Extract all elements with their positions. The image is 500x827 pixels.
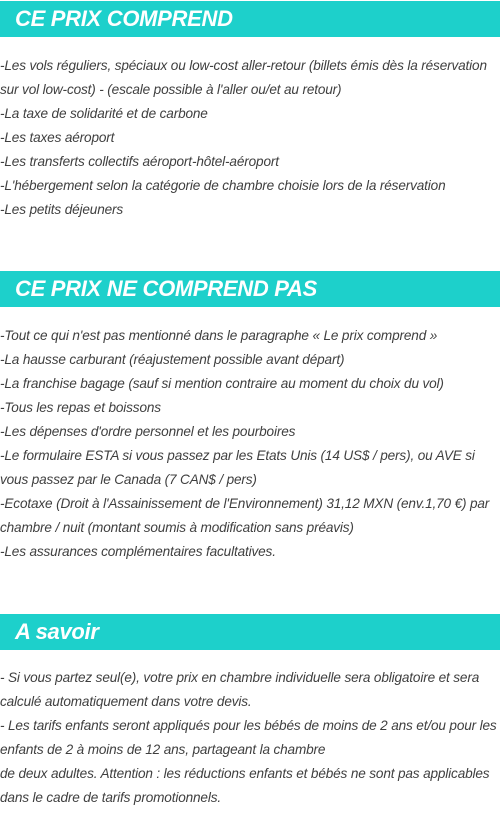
section-heading: A savoir bbox=[0, 614, 500, 650]
section-heading: CE PRIX COMPREND bbox=[0, 1, 500, 37]
section-body bbox=[0, 54, 500, 222]
list-item: -Ecotaxe (Droit à l'Assainissement de l'Environnement) 31,12 MXN (env.1,70 €) par chambre / nuit (montant soumis à modification sans préavis) bbox=[0, 496, 490, 535]
list-item: -L'hébergement selon la catégorie de chambre choisie lors de la réservation bbox=[0, 178, 446, 193]
list-item: -Les dépenses d'ordre personnel et les pourboires bbox=[0, 424, 296, 439]
section-body bbox=[0, 324, 500, 564]
section-good-to-know bbox=[0, 614, 500, 810]
list-item: -Le formulaire ESTA si vous passez par les Etats Unis (14 US$ / pers), ou AVE si vous passez par le Canada (7 CAN$ / pers) bbox=[0, 448, 475, 487]
section-price-includes bbox=[0, 1, 500, 222]
section-price-excludes bbox=[0, 271, 500, 564]
list-item: -Les transferts collectifs aéroport-hôtel-aéroport bbox=[0, 154, 279, 169]
paragraph-line: - Les tarifs enfants seront appliqués pour les bébés de moins de 2 ans et/ou pour les enfants de 2 à moins de 12 ans, partageant la chambre bbox=[0, 718, 497, 757]
list-item: -Les vols réguliers, spéciaux ou low-cost aller-retour (billets émis dès la réservation sur vol low-cost) - (escale possible à l'aller ou/et au retour) bbox=[0, 58, 487, 97]
paragraph-line: - Si vous partez seul(e), votre prix en chambre individuelle sera obligatoire et sera calculé automatiquement dans votre devis. bbox=[0, 670, 480, 709]
list-item: -Les petits déjeuners bbox=[0, 202, 124, 217]
list-item: -La franchise bagage (sauf si mention contraire au moment du choix du vol) bbox=[0, 376, 444, 391]
list-item: -Les taxes aéroport bbox=[0, 130, 115, 145]
list-item: -Les assurances complémentaires facultatives. bbox=[0, 544, 276, 559]
list-item: -Tout ce qui n'est pas mentionné dans le paragraphe « Le prix comprend » bbox=[0, 328, 438, 343]
section-body bbox=[0, 666, 500, 810]
paragraph-line: de deux adultes. Attention : les réductions enfants et bébés ne sont pas applicables dans le cadre de tarifs promotionnels. bbox=[0, 766, 490, 805]
list-item: -Tous les repas et boissons bbox=[0, 400, 161, 415]
list-item: -La taxe de solidarité et de carbone bbox=[0, 106, 208, 121]
section-heading: CE PRIX NE COMPREND PAS bbox=[0, 271, 500, 307]
list-item: -La hausse carburant (réajustement possible avant départ) bbox=[0, 352, 345, 367]
